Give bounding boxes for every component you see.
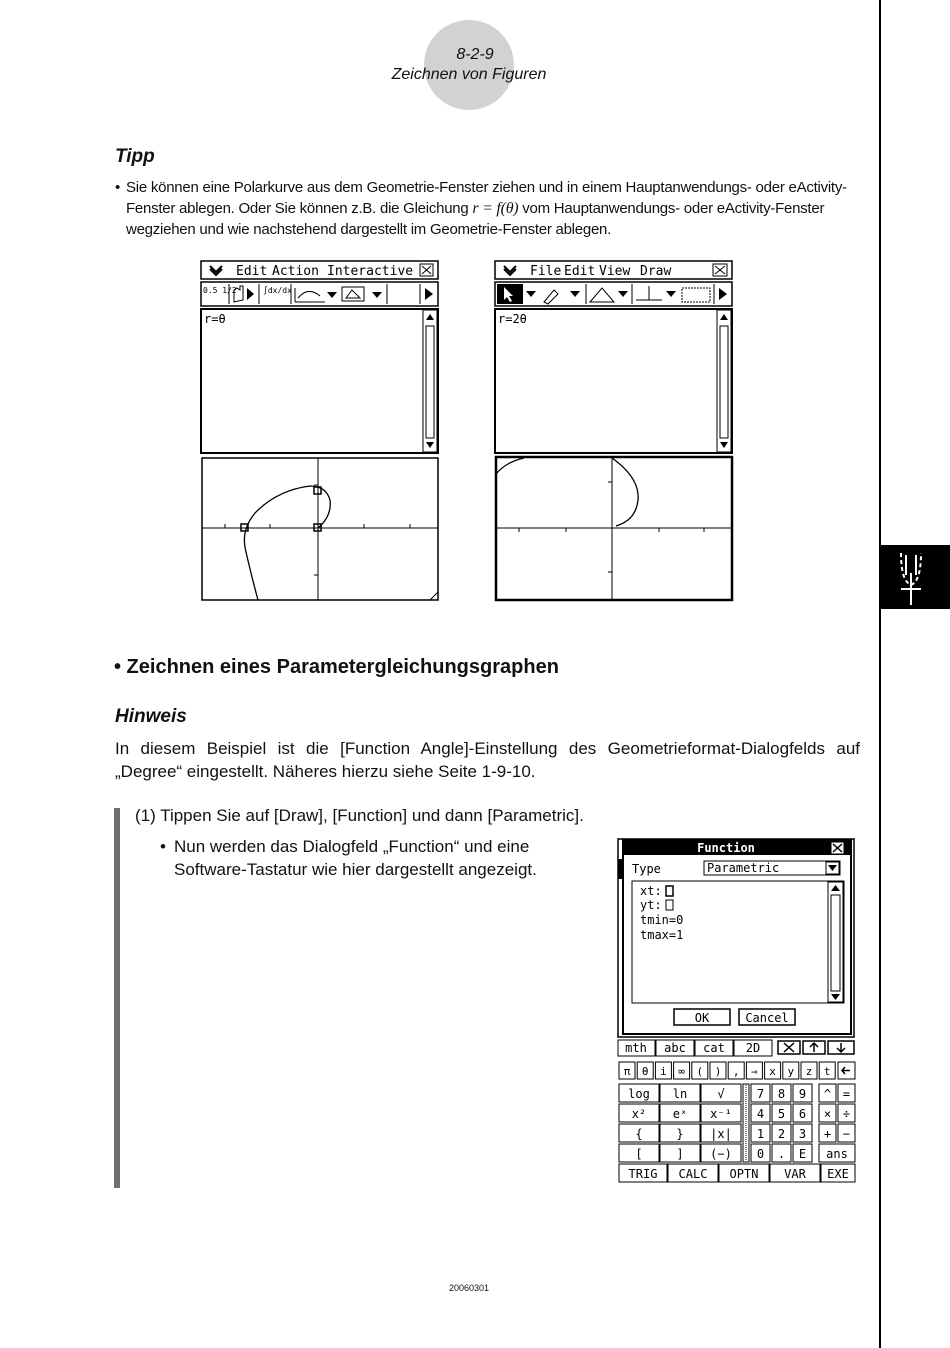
key-num-2-1-label: 2 — [777, 1127, 786, 1141]
type-select[interactable] — [704, 861, 840, 875]
hinweis-paragraph: In diesem Beispiel ist die [Function Angle]-Einstellung des Geometrieformat-Dialogfelds auf „Degree“ eingestellt. Näheres hierzu siehe Seite 1-9-10. — [115, 739, 860, 781]
key-func-0-0[interactable] — [619, 1084, 659, 1102]
key-symbol-6-label: , — [732, 1065, 740, 1078]
key-exe[interactable] — [821, 1164, 855, 1182]
cancel-button-label: Cancel — [745, 1011, 789, 1025]
screenshot-geometry-app — [494, 260, 734, 602]
xt-line[interactable]: xt: — [640, 884, 662, 898]
key-num-1-4[interactable] — [838, 1104, 855, 1122]
tab-2d[interactable] — [734, 1040, 772, 1056]
key-func-1-2[interactable] — [701, 1104, 741, 1122]
tab-abc-label: abc — [664, 1041, 686, 1055]
key-trig-label: TRIG — [628, 1167, 658, 1181]
key-symbol-7[interactable] — [746, 1062, 762, 1079]
key-func-3-2-label: (−) — [710, 1147, 732, 1161]
keyboard-close-icon[interactable] — [778, 1041, 800, 1054]
key-func-0-2-label: √ — [717, 1087, 725, 1101]
key-symbol-10-label: z — [805, 1065, 813, 1078]
key-num-3-0[interactable] — [751, 1144, 770, 1162]
key-symbol-4-label: ( — [696, 1065, 704, 1078]
key-num-2-0-label: 1 — [756, 1127, 765, 1141]
yt-line[interactable]: yt: — [640, 898, 662, 912]
menu-file[interactable]: File — [530, 264, 562, 279]
key-symbol-11[interactable] — [819, 1062, 835, 1079]
key-func-2-2-label: |x| — [710, 1127, 732, 1141]
key-num-2-3-label: + — [823, 1127, 832, 1141]
geometry-graph-window[interactable] — [202, 458, 438, 600]
polar-formula: r = f(θ) — [472, 200, 519, 217]
menu-draw[interactable]: Draw — [640, 264, 672, 279]
key-num-3-3[interactable] — [819, 1144, 855, 1162]
key-var-label: VAR — [784, 1167, 806, 1181]
key-symbol-8[interactable] — [765, 1062, 781, 1079]
ok-button-label: OK — [694, 1011, 710, 1025]
menu-view[interactable]: View — [599, 264, 631, 279]
key-func-3-1[interactable] — [660, 1144, 700, 1162]
key-func-1-2-label: x⁻¹ — [710, 1107, 732, 1121]
key-num-0-2[interactable] — [793, 1084, 812, 1102]
key-num-0-0[interactable] — [751, 1084, 770, 1102]
key-num-1-2[interactable] — [793, 1104, 812, 1122]
key-symbol-0-label: π — [623, 1065, 631, 1078]
tab-2d-label: 2D — [745, 1041, 761, 1055]
key-func-0-1-label: ln — [672, 1087, 688, 1101]
key-symbol-9[interactable] — [783, 1062, 799, 1079]
tab-mth-label: mth — [625, 1041, 647, 1055]
scrollbar[interactable] — [828, 882, 843, 1002]
bullet: • — [115, 179, 121, 196]
type-select-value: Parametric — [707, 861, 780, 875]
screenshot-main-app — [200, 260, 440, 602]
keyboard-down-icon[interactable] — [828, 1041, 854, 1054]
key-num-3-1-label: . — [777, 1147, 786, 1161]
step-1-note — [160, 835, 580, 881]
key-num-3-2[interactable] — [793, 1144, 812, 1162]
type-label: Type — [632, 862, 661, 876]
menu-edit[interactable]: Edit — [564, 264, 596, 279]
key-num-2-0[interactable] — [751, 1124, 770, 1142]
key-symbol-6[interactable] — [728, 1062, 744, 1079]
tab-mth[interactable] — [618, 1040, 655, 1056]
key-num-2-3[interactable] — [819, 1124, 836, 1142]
key-num-1-2-label: 6 — [798, 1107, 807, 1121]
menu-interactive[interactable]: Interactive — [327, 264, 414, 279]
key-func-3-0[interactable] — [619, 1144, 659, 1162]
key-func-3-0-label: [ — [635, 1147, 643, 1161]
tab-cat[interactable] — [695, 1040, 733, 1056]
key-symbol-4[interactable] — [692, 1062, 708, 1079]
tipp-text-1: Sie können eine Polarkurve aus dem Geometrie-Fenster ziehen und in einem Hauptanwendungs- oder eActivity-Fenster ablegen. Oder Sie können z.B. die Gleichung — [126, 179, 847, 217]
key-func-1-1[interactable] — [660, 1104, 700, 1122]
key-func-2-1-label: } — [676, 1127, 684, 1141]
key-func-3-2[interactable] — [701, 1144, 741, 1162]
key-calc-label: CALC — [678, 1167, 708, 1181]
key-num-2-4[interactable] — [838, 1124, 855, 1142]
key-func-1-1-label: eˣ — [672, 1107, 688, 1121]
scrollbar[interactable] — [717, 310, 731, 452]
tab-cat-label: cat — [703, 1041, 725, 1055]
key-num-0-4-label: = — [842, 1087, 851, 1101]
key-symbol-1-label: θ — [641, 1065, 649, 1078]
key-num-2-1[interactable] — [772, 1124, 791, 1142]
key-symbol-8-label: x — [769, 1065, 776, 1078]
key-symbol-11-label: t — [823, 1065, 831, 1078]
close-icon[interactable] — [831, 842, 844, 854]
right-margin-rule — [879, 0, 881, 1348]
key-num-1-0[interactable] — [751, 1104, 770, 1122]
key-num-0-2-label: 9 — [798, 1087, 807, 1101]
key-func-0-1[interactable] — [660, 1084, 700, 1102]
bullet: • — [160, 837, 166, 856]
key-num-3-0-label: 0 — [756, 1147, 765, 1161]
key-symbol-9-label: y — [787, 1065, 795, 1078]
key-symbol-10[interactable] — [801, 1062, 817, 1079]
key-func-0-2[interactable] — [701, 1084, 741, 1102]
key-optn-label: OPTN — [729, 1167, 759, 1181]
select-arrow-icon[interactable] — [497, 284, 523, 304]
key-calc[interactable] — [668, 1164, 718, 1182]
entry-expression[interactable]: r=2θ — [498, 312, 527, 326]
key-num-2-2-label: 3 — [798, 1127, 807, 1141]
key-num-0-1[interactable] — [772, 1084, 791, 1102]
key-num-1-3-label: × — [823, 1107, 832, 1121]
screenshot-function-dialog — [616, 837, 858, 1187]
key-num-0-3-label: ^ — [823, 1087, 832, 1101]
tipp-text-2: vom Hauptanwendungs- oder eActivity-Fenster wegziehen und wie nachstehend dargestellt im Geometrie-Fenster ablegen. — [126, 200, 825, 238]
dialog-title: Function — [697, 841, 755, 855]
menu-action[interactable]: Action — [272, 264, 319, 279]
key-func-1-0-label: x² — [631, 1107, 647, 1121]
tipp-heading: Tipp — [115, 146, 155, 167]
step-1: (1) Tippen Sie auf [Draw], [Function] und dann [Parametric]. — [135, 806, 584, 825]
key-func-2-0-label: { — [635, 1127, 643, 1141]
section-heading: • Zeichnen eines Parametergleichungsgraphen — [114, 656, 559, 678]
tipp-paragraph — [115, 177, 860, 240]
tmin-line[interactable]: tmin=0 — [640, 913, 684, 927]
cancel-button[interactable] — [739, 1009, 795, 1025]
key-symbol-5[interactable] — [710, 1062, 726, 1079]
key-symbol-2-label: i — [660, 1065, 667, 1078]
key-num-1-3[interactable] — [819, 1104, 836, 1122]
key-symbol-0[interactable] — [619, 1062, 635, 1079]
procedure-bar — [114, 808, 120, 1188]
ok-button[interactable] — [674, 1009, 730, 1025]
key-symbol-1[interactable] — [637, 1062, 653, 1079]
backspace-icon[interactable] — [838, 1062, 855, 1079]
key-exe-label: EXE — [827, 1167, 849, 1181]
key-num-0-3[interactable] — [819, 1084, 836, 1102]
key-num-0-0-label: 7 — [756, 1087, 765, 1101]
hinweis-heading: Hinweis — [115, 706, 187, 727]
scrollbar[interactable] — [423, 310, 437, 452]
key-num-1-1[interactable] — [772, 1104, 791, 1122]
key-func-2-0[interactable] — [619, 1124, 659, 1142]
entry-expression[interactable]: r=θ — [204, 312, 226, 326]
geometry-chapter-icon — [881, 545, 950, 609]
toolbar-integral-button[interactable]: ∫dx/dx — [263, 286, 292, 295]
key-symbol-3-label: ∞ — [678, 1065, 685, 1078]
key-func-2-2[interactable] — [701, 1124, 741, 1142]
key-num-3-2-label: E — [798, 1147, 807, 1161]
tab-abc[interactable] — [656, 1040, 694, 1056]
menu-edit[interactable]: Edit — [236, 264, 268, 279]
chapter-title: Zeichnen von Figuren — [391, 66, 547, 83]
key-optn[interactable] — [719, 1164, 769, 1182]
key-func-3-1-label: ] — [676, 1147, 684, 1161]
keyboard-up-icon[interactable] — [803, 1041, 825, 1054]
key-num-1-4-label: ÷ — [842, 1107, 851, 1121]
key-func-1-0[interactable] — [619, 1104, 659, 1122]
key-num-3-3-label: ans — [826, 1147, 848, 1161]
key-func-0-0-label: log — [628, 1087, 650, 1101]
key-symbol-3[interactable] — [674, 1062, 690, 1079]
key-num-2-4-label: − — [842, 1127, 851, 1141]
equation-input-area[interactable] — [632, 881, 844, 1003]
key-num-0-1-label: 8 — [777, 1087, 786, 1101]
toolbar-frac-button[interactable]: 0.5 1/2 — [203, 286, 237, 295]
key-symbol-5-label: ) — [714, 1065, 722, 1078]
step-1-note-text: Nun werden das Dialogfeld „Function“ und eine Software-Tastatur wie hier dargestellt angezeigt. — [174, 837, 537, 879]
key-func-2-1[interactable] — [660, 1124, 700, 1142]
key-num-0-4[interactable] — [838, 1084, 855, 1102]
key-num-1-1-label: 5 — [777, 1107, 786, 1121]
key-symbol-2[interactable] — [655, 1062, 671, 1079]
key-num-2-2[interactable] — [793, 1124, 812, 1142]
key-num-1-0-label: 4 — [756, 1107, 765, 1121]
page-number: 8-2-9 — [456, 46, 494, 63]
key-var[interactable] — [770, 1164, 820, 1182]
tmax-line[interactable]: tmax=1 — [640, 928, 684, 942]
chapter-side-tab — [881, 545, 950, 609]
key-trig[interactable] — [619, 1164, 667, 1182]
key-num-3-1[interactable] — [772, 1144, 791, 1162]
key-symbol-7-label: ⇒ — [751, 1065, 758, 1078]
header-circle — [424, 20, 514, 110]
footer-code: 20060301 — [448, 1283, 490, 1293]
